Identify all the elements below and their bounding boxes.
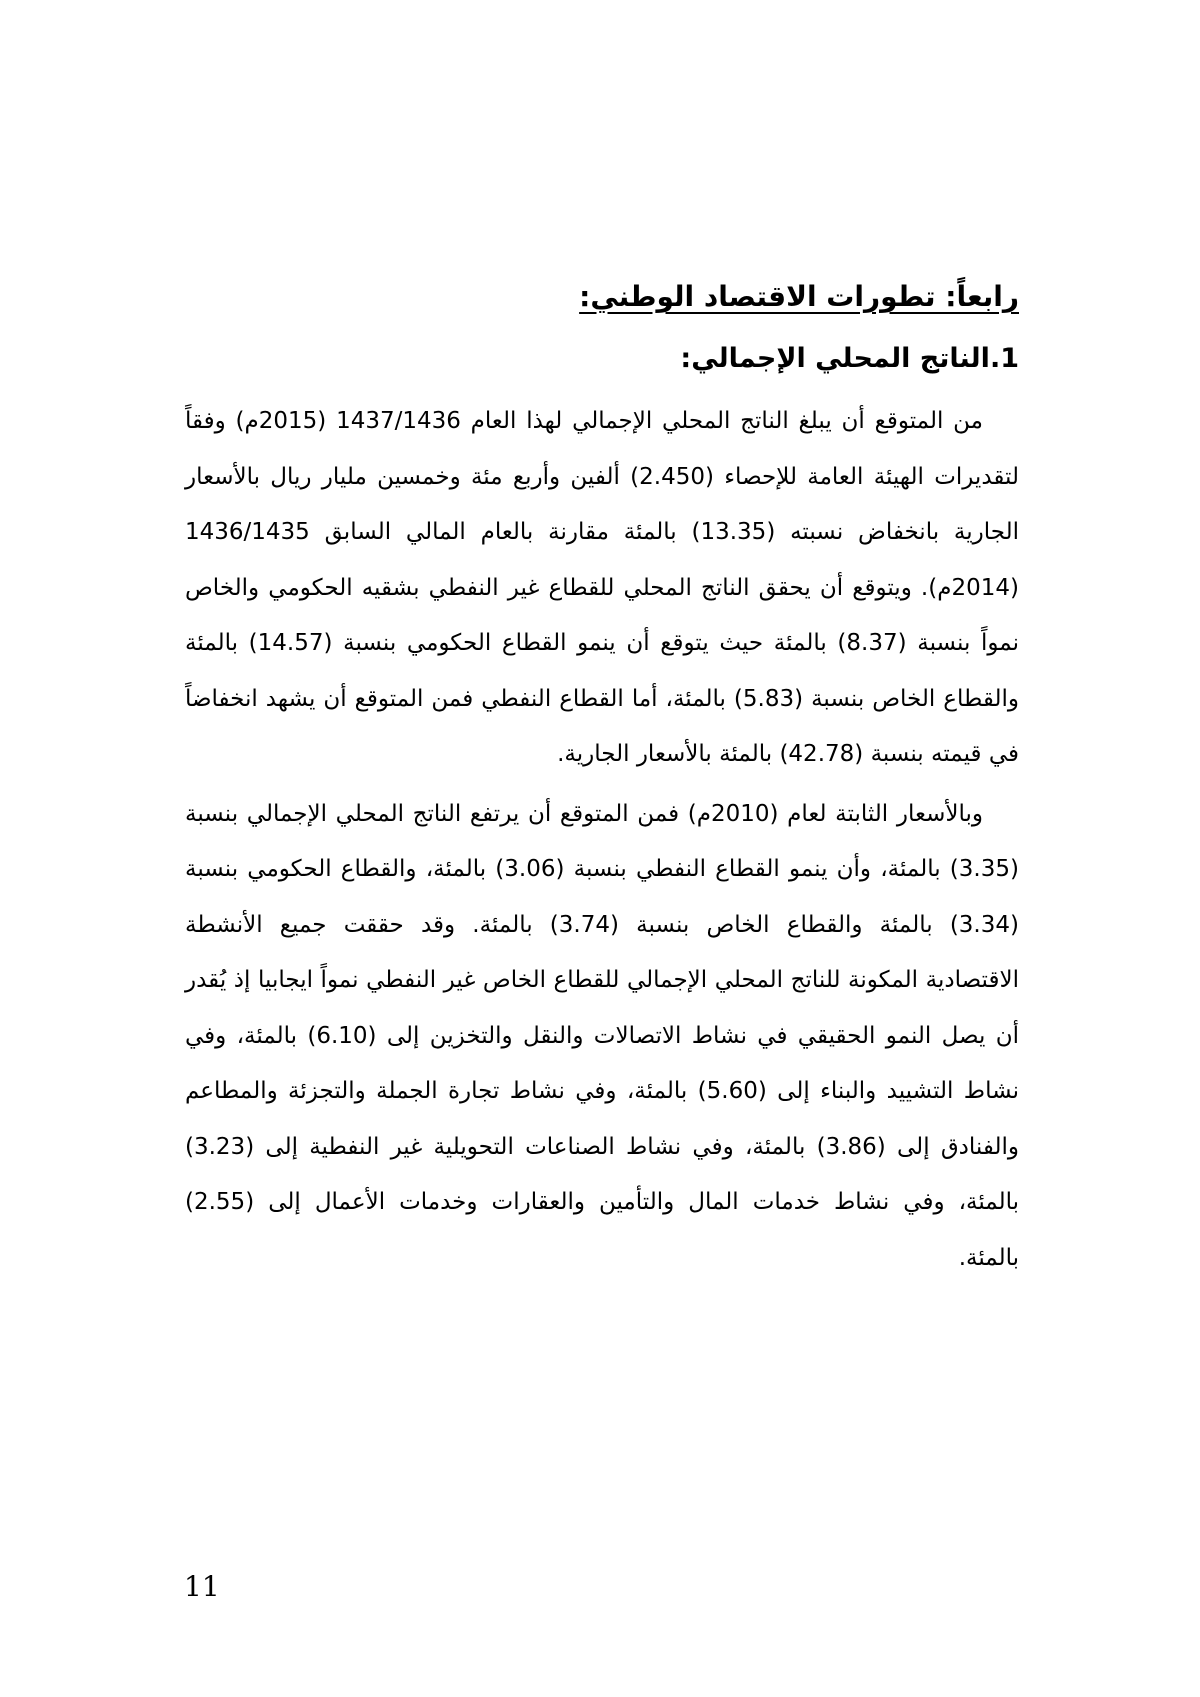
paragraph-gdp-current-prices: من المتوقع أن يبلغ الناتج المحلي الإجمالي لهذا العام 1437/1436 (2015م) وفقاً لتقديرات الهيئة العامة للإحصاء (2.450) ألفين وأربع مئة وخمسين مليار ريال بالأسعار الجارية بانخفاض نسبته (13.35) بالمئة مقارنة بالعام المالي السابق 1436/1435 (2014م). ويتوقع أن يحقق الناتج المحلي للقطاع غير النفطي بشقيه الحكومي والخاص نمواً بنسبة (8.37) بالمئة حيث يتوقع أن ينمو القطاع الحكومي بنسبة (14.57) بالمئة والقطاع الخاص بنسبة (5.83) بالمئة، أما القطاع النفطي فمن المتوقع أن يشهد انخفاضاً في قيمته بنسبة (42.78) بالمئة بالأسعار الجارية.	[185, 408, 1019, 767]
paragraph-gdp-constant-prices: وبالأسعار الثابتة لعام (2010م) فمن المتوقع أن يرتفع الناتج المحلي الإجمالي بنسبة (3.35) بالمئة، وأن ينمو القطاع النفطي بنسبة (3.06) بالمئة، والقطاع الحكومي بنسبة (3.34) بالمئة والقطاع الخاص بنسبة (3.74) بالمئة. وقد حققت جميع الأنشطة الاقتصادية المكونة للناتج المحلي الإجمالي للقطاع الخاص غير النفطي نمواً ايجابيا إذ يُقدر أن يصل النمو الحقيقي في نشاط الاتصالات والنقل والتخزين إلى (6.10) بالمئة، وفي نشاط التشييد والبناء إلى (5.60) بالمئة، وفي نشاط تجارة الجملة والتجزئة والمطاعم والفنادق إلى (3.86) بالمئة، وفي نشاط الصناعات التحويلية غير النفطية إلى (3.23) بالمئة، وفي نشاط خدمات المال والتأمين والعقارات وخدمات الأعمال إلى (2.55) بالمئة.	[185, 800, 1019, 1271]
subsection-heading: 1.الناتج المحلي الإجمالي:	[680, 343, 1019, 374]
page-number: 11	[184, 1570, 220, 1603]
page-body	[185, 272, 1019, 1286]
section-heading: رابعاً: تطورات الاقتصاد الوطني:	[579, 280, 1019, 313]
